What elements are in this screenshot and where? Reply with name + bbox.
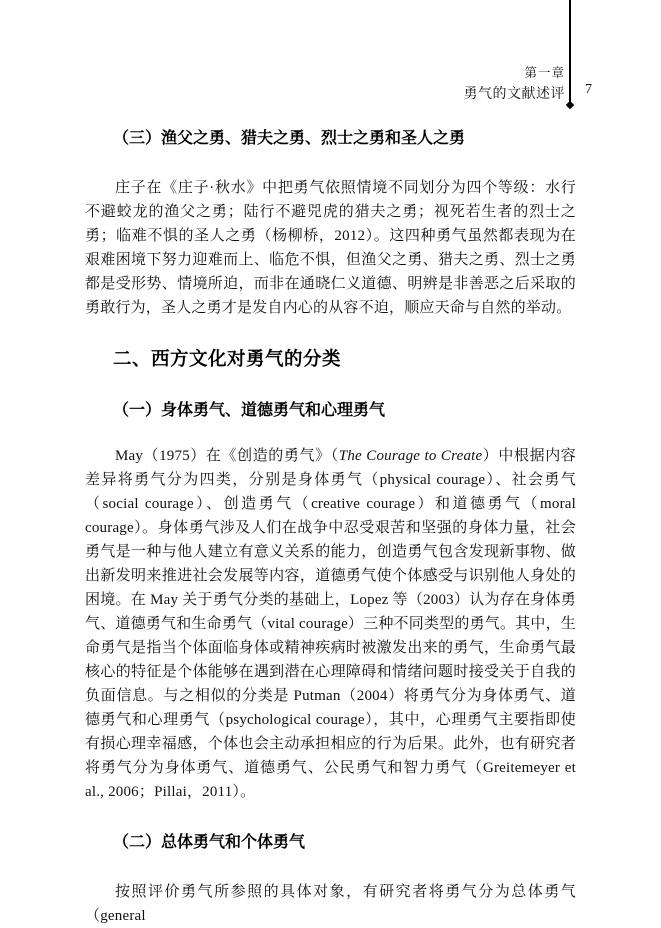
paragraph-zhuangzi-courage: 庄子在《庄子·秋水》中把勇气依照情境不同划分为四个等级：水行不避蛟龙的渔父之勇；陆行不避兕虎的猎夫之勇；视死若生者的烈士之勇；临难不惧的圣人之勇（杨柳桥，2012）。这四种勇气虽然都表现为在艰难困境下努力迎难而上、临危不惧，但渔父之勇、猎夫之勇、烈士之勇都是受形势、情境所迫，而非在通晓仁义道德、明辨是非善恶之后采取的勇敢行为，圣人之勇才是发自内心的从容不迫，顺应天命与自然的举动。 xyxy=(85,180,576,316)
subsection-heading-physical-moral-psychological: （一）身体勇气、道德勇气和心理勇气 xyxy=(113,402,386,419)
page-number: 7 xyxy=(585,82,592,97)
chapter-label: 第一章 xyxy=(524,66,565,80)
running-title: 勇气的文献述评 xyxy=(463,87,565,102)
content-column xyxy=(85,0,576,928)
section-heading-three-kinds-of-courage: （三）渔父之勇、猎夫之勇、烈士之勇和圣人之勇 xyxy=(113,130,466,147)
main-heading-western-classification: 二、西方文化对勇气的分类 xyxy=(113,348,342,369)
paragraph-western-courage-types: May（1975）在《创造的勇气》（The Courage to Create）中根据内容差异将勇气分为四类，分别是身体勇气（physical courage）、社会勇气（social courage）、创造勇气（creative courage）和道德勇气（moral courage）。身体勇气涉及人们在战争中忍受艰苦和坚强的身体力量，社会勇气是一种与他人建立有意义关系的能力，创造勇气包含发现新事物、做出新发明来推进社会发展等内容，道德勇气使个体感受与识别他人身处的困境。在 May 关于勇气分类的基础上，Lopez 等（2003）认为存在身体勇气、道德勇气和生命勇气（vital courage）三种不同类型的勇气。其中，生命勇气是指当个体面临身体或精神疾病时被激发出来的勇气，生命勇气最核心的特征是个体能够在遇到潜在心理障碍和情绪问题时接受关于自我的负面信息。与之相似的分类是 Putman（2004）将勇气分为身体勇气、道德勇气和心理勇气（psychological courage），其中，心理勇气主要指即使有损心理幸福感，个体也会主动承担相应的行为后果。此外，也有研究者将勇气分为身体勇气、道德勇气、公民勇气和智力勇气（Greitemeyer et al., 2006；Pillai，2011）。 xyxy=(85,448,576,800)
paragraph-general-courage-intro: 按照评价勇气所参照的具体对象，有研究者将勇气分为总体勇气（general xyxy=(85,884,576,924)
subsection-heading-general-personal-courage: （二）总体勇气和个体勇气 xyxy=(113,834,306,851)
